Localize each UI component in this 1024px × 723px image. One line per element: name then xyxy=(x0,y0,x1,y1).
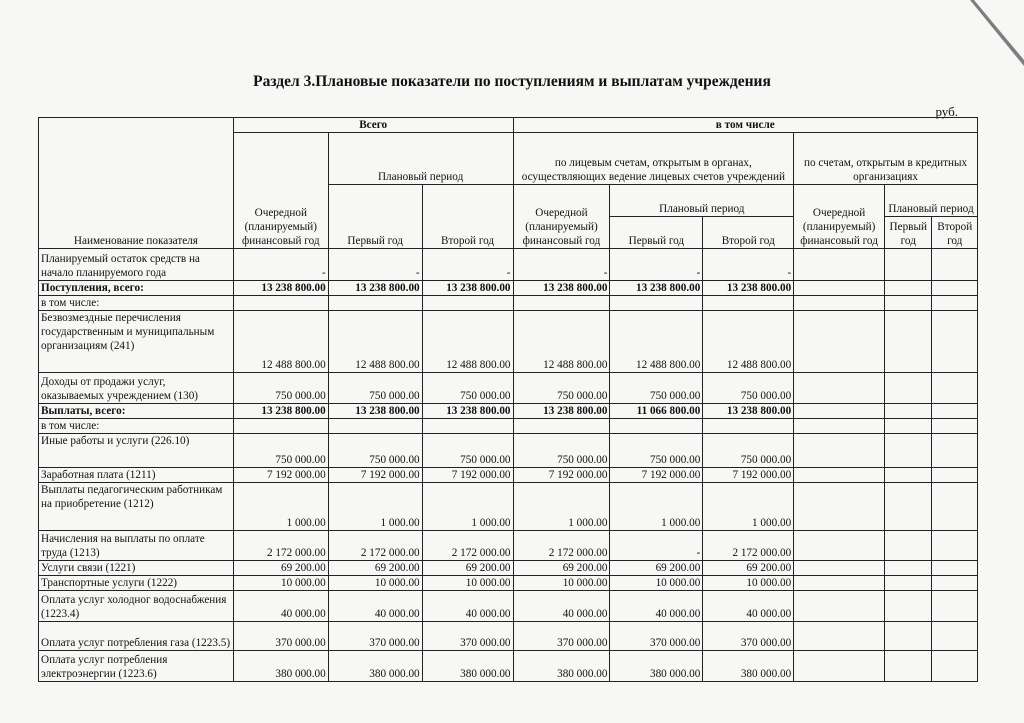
cell-empty xyxy=(885,531,932,561)
cell-empty xyxy=(328,296,422,311)
cell-value: 1 000.00 xyxy=(328,483,422,531)
table-row xyxy=(39,296,978,311)
cell-empty xyxy=(885,404,932,419)
cell-value: 40 000.00 xyxy=(513,591,610,622)
cell-value: 7 192 000.00 xyxy=(610,468,703,483)
cell-empty xyxy=(794,311,885,373)
cell-value: 380 000.00 xyxy=(610,651,703,682)
currency-unit: руб. xyxy=(935,104,958,119)
cell-value: 7 192 000.00 xyxy=(513,468,610,483)
cell-value: 12 488 800.00 xyxy=(513,311,610,373)
cell-value: 370 000.00 xyxy=(703,622,794,651)
cell-value: 7 192 000.00 xyxy=(233,468,328,483)
header-total-plan-period: Плановый период xyxy=(328,133,513,185)
cell-value: 12 488 800.00 xyxy=(422,311,513,373)
cell-value: 1 000.00 xyxy=(513,483,610,531)
header-credit-second-year: Второй год xyxy=(932,217,978,249)
cell-value: 1 000.00 xyxy=(703,483,794,531)
header-credit-first-year: Первый год xyxy=(885,217,932,249)
cell-empty xyxy=(422,419,513,434)
cell-value: 40 000.00 xyxy=(422,591,513,622)
cell-empty xyxy=(794,651,885,682)
cell-empty xyxy=(794,404,885,419)
cell-value: 69 200.00 xyxy=(703,561,794,576)
cell-value: 750 000.00 xyxy=(422,373,513,404)
cell-value: 750 000.00 xyxy=(703,373,794,404)
cell-empty xyxy=(422,296,513,311)
table-row xyxy=(39,249,978,281)
cell-empty xyxy=(794,296,885,311)
cell-value: 2 172 000.00 xyxy=(233,531,328,561)
cell-empty xyxy=(932,468,978,483)
header-personal-second-year: Второй год xyxy=(703,217,794,249)
cell-value: 1 000.00 xyxy=(422,483,513,531)
cell-value: - xyxy=(233,249,328,281)
table-row xyxy=(39,651,978,682)
cell-value: 1 000.00 xyxy=(233,483,328,531)
cell-value: 10 000.00 xyxy=(513,576,610,591)
cell-value: 750 000.00 xyxy=(422,434,513,468)
cell-value: 40 000.00 xyxy=(703,591,794,622)
cell-value: 7 192 000.00 xyxy=(328,468,422,483)
header-credit-next-fy: Очередной (планируемый) финансовый год xyxy=(794,185,885,249)
cell-value: 13 238 800.00 xyxy=(703,281,794,296)
cell-value: 750 000.00 xyxy=(233,373,328,404)
row-name: Поступления, всего: xyxy=(39,281,234,296)
cell-value: 13 238 800.00 xyxy=(610,281,703,296)
cell-value: 12 488 800.00 xyxy=(703,311,794,373)
cell-empty xyxy=(885,281,932,296)
row-name: Оплата услуг потребления газа (1223.5) xyxy=(39,622,234,651)
cell-empty xyxy=(932,651,978,682)
cell-empty xyxy=(932,249,978,281)
cell-value: 11 066 800.00 xyxy=(610,404,703,419)
row-name: Планируемый остаток средств на начало планируемого года xyxy=(39,249,234,281)
cell-value: 10 000.00 xyxy=(328,576,422,591)
cell-empty xyxy=(233,419,328,434)
cell-empty xyxy=(932,531,978,561)
row-name: Доходы от продажи услуг, оказываемых учреждением (130) xyxy=(39,373,234,404)
cell-value: 69 200.00 xyxy=(328,561,422,576)
cell-value: 380 000.00 xyxy=(703,651,794,682)
cell-empty xyxy=(885,561,932,576)
cell-empty xyxy=(610,419,703,434)
cell-empty xyxy=(885,591,932,622)
cell-empty xyxy=(794,576,885,591)
row-name: Безвозмездные перечисления государственным и муниципальным организациям (241) xyxy=(39,311,234,373)
cell-empty xyxy=(885,434,932,468)
cell-value: 10 000.00 xyxy=(233,576,328,591)
cell-value: 13 238 800.00 xyxy=(422,281,513,296)
table-row xyxy=(39,419,978,434)
row-name: Начисления на выплаты по оплате труда (1213) xyxy=(39,531,234,561)
header-total-first-year: Первый год xyxy=(328,185,422,249)
table-row xyxy=(39,531,978,561)
cell-value: 69 200.00 xyxy=(513,561,610,576)
cell-value: 380 000.00 xyxy=(422,651,513,682)
cell-value: 40 000.00 xyxy=(610,591,703,622)
cell-empty xyxy=(885,622,932,651)
cell-empty xyxy=(610,296,703,311)
cell-value: - xyxy=(513,249,610,281)
table-row xyxy=(39,404,978,419)
cell-value: 750 000.00 xyxy=(610,373,703,404)
cell-empty xyxy=(794,622,885,651)
cell-empty xyxy=(885,311,932,373)
header-personal-plan-period: Плановый период xyxy=(610,185,794,217)
cell-value: 2 172 000.00 xyxy=(328,531,422,561)
row-name: Оплата услуг потребления электроэнергии (1223.6) xyxy=(39,651,234,682)
cell-value: 2 172 000.00 xyxy=(513,531,610,561)
table-row xyxy=(39,561,978,576)
cell-empty xyxy=(932,296,978,311)
row-name: в том числе: xyxy=(39,296,234,311)
plan-table xyxy=(38,117,978,682)
cell-value: - xyxy=(703,249,794,281)
cell-value: 750 000.00 xyxy=(610,434,703,468)
cell-empty xyxy=(794,419,885,434)
header-name: Наименование показателя xyxy=(39,118,234,249)
header-personal-next-fy: Очередной (планируемый) финансовый год xyxy=(513,185,610,249)
cell-empty xyxy=(932,404,978,419)
cell-value: 13 238 800.00 xyxy=(422,404,513,419)
cell-empty xyxy=(885,249,932,281)
cell-empty xyxy=(328,419,422,434)
table-row xyxy=(39,281,978,296)
cell-empty xyxy=(794,591,885,622)
cell-value: 2 172 000.00 xyxy=(422,531,513,561)
cell-empty xyxy=(703,296,794,311)
cell-value: 750 000.00 xyxy=(703,434,794,468)
cell-empty xyxy=(794,468,885,483)
cell-empty xyxy=(703,419,794,434)
cell-value: 13 238 800.00 xyxy=(513,281,610,296)
cell-empty xyxy=(932,281,978,296)
row-name: Транспортные услуги (1222) xyxy=(39,576,234,591)
row-name: Заработная плата (1211) xyxy=(39,468,234,483)
cell-value: 370 000.00 xyxy=(233,622,328,651)
cell-empty xyxy=(885,296,932,311)
cell-value: - xyxy=(610,249,703,281)
cell-empty xyxy=(513,296,610,311)
header-credit-plan-period: Плановый период xyxy=(885,185,978,217)
cell-empty xyxy=(932,434,978,468)
cell-value: 69 200.00 xyxy=(233,561,328,576)
cell-value: - xyxy=(328,249,422,281)
row-name: Выплаты педагогическим работникам на приобретение (1212) xyxy=(39,483,234,531)
cell-empty xyxy=(794,561,885,576)
cell-value: 69 200.00 xyxy=(610,561,703,576)
cell-value: 7 192 000.00 xyxy=(422,468,513,483)
cell-value: 370 000.00 xyxy=(513,622,610,651)
cell-value: 380 000.00 xyxy=(513,651,610,682)
cell-empty xyxy=(932,373,978,404)
cell-empty xyxy=(794,434,885,468)
cell-empty xyxy=(513,419,610,434)
cell-value: 13 238 800.00 xyxy=(233,404,328,419)
cell-value: 370 000.00 xyxy=(422,622,513,651)
cell-value: 370 000.00 xyxy=(610,622,703,651)
cell-value: 1 000.00 xyxy=(610,483,703,531)
cell-value: 380 000.00 xyxy=(328,651,422,682)
table-row xyxy=(39,483,978,531)
header-credit-accounts: по счетам, открытым в кредитных организациях xyxy=(794,133,978,185)
cell-value: 69 200.00 xyxy=(422,561,513,576)
row-name: Услуги связи (1221) xyxy=(39,561,234,576)
scan-edge-mark xyxy=(944,0,1024,80)
cell-empty xyxy=(794,483,885,531)
cell-empty xyxy=(932,561,978,576)
cell-value: 370 000.00 xyxy=(328,622,422,651)
header-total-second-year: Второй год xyxy=(422,185,513,249)
cell-value: 12 488 800.00 xyxy=(610,311,703,373)
cell-value: 750 000.00 xyxy=(233,434,328,468)
table-row xyxy=(39,434,978,468)
cell-value: 750 000.00 xyxy=(328,373,422,404)
cell-empty xyxy=(794,373,885,404)
table-row xyxy=(39,373,978,404)
cell-empty xyxy=(794,281,885,296)
cell-value: 13 238 800.00 xyxy=(703,404,794,419)
cell-empty xyxy=(932,483,978,531)
cell-empty xyxy=(233,296,328,311)
cell-empty xyxy=(885,419,932,434)
cell-value: 7 192 000.00 xyxy=(703,468,794,483)
cell-empty xyxy=(932,419,978,434)
cell-value: 750 000.00 xyxy=(513,373,610,404)
cell-value: 12 488 800.00 xyxy=(233,311,328,373)
table-row xyxy=(39,576,978,591)
cell-value: 2 172 000.00 xyxy=(703,531,794,561)
cell-empty xyxy=(794,249,885,281)
cell-empty xyxy=(932,591,978,622)
row-name: Иные работы и услуги (226.10) xyxy=(39,434,234,468)
header-personal-first-year: Первый год xyxy=(610,217,703,249)
cell-value: 10 000.00 xyxy=(703,576,794,591)
cell-empty xyxy=(885,576,932,591)
cell-value: 12 488 800.00 xyxy=(328,311,422,373)
cell-value: - xyxy=(610,531,703,561)
cell-value: 13 238 800.00 xyxy=(233,281,328,296)
header-total-next-fy: Очередной (планируемый) финансовый год xyxy=(233,133,328,249)
cell-empty xyxy=(794,531,885,561)
table-row xyxy=(39,622,978,651)
cell-empty xyxy=(885,373,932,404)
cell-empty xyxy=(885,468,932,483)
cell-empty xyxy=(932,576,978,591)
cell-empty xyxy=(932,622,978,651)
cell-value: 10 000.00 xyxy=(422,576,513,591)
table-row xyxy=(39,311,978,373)
row-name: Выплаты, всего: xyxy=(39,404,234,419)
cell-value: 40 000.00 xyxy=(328,591,422,622)
page-title: Раздел 3.Плановые показатели по поступлениям и выплатам учреждения xyxy=(253,73,771,90)
header-personal-accounts: по лицевым счетам, открытым в органах, осуществляющих ведение лицевых счетов учреждений xyxy=(513,133,794,185)
row-name: Оплата услуг холодног водоснабжения (1223.4) xyxy=(39,591,234,622)
cell-value: 13 238 800.00 xyxy=(513,404,610,419)
cell-empty xyxy=(885,651,932,682)
cell-value: 380 000.00 xyxy=(233,651,328,682)
cell-value: 13 238 800.00 xyxy=(328,281,422,296)
table-row xyxy=(39,468,978,483)
cell-empty xyxy=(885,483,932,531)
table-body xyxy=(39,249,978,682)
cell-value: 10 000.00 xyxy=(610,576,703,591)
header-including: в том числе xyxy=(513,118,977,133)
cell-value: 13 238 800.00 xyxy=(328,404,422,419)
cell-value: 750 000.00 xyxy=(513,434,610,468)
cell-value: 40 000.00 xyxy=(233,591,328,622)
cell-empty xyxy=(932,311,978,373)
header-total: Всего xyxy=(233,118,513,133)
row-name: в том числе: xyxy=(39,419,234,434)
cell-value: 750 000.00 xyxy=(328,434,422,468)
cell-value: - xyxy=(422,249,513,281)
table-row xyxy=(39,591,978,622)
